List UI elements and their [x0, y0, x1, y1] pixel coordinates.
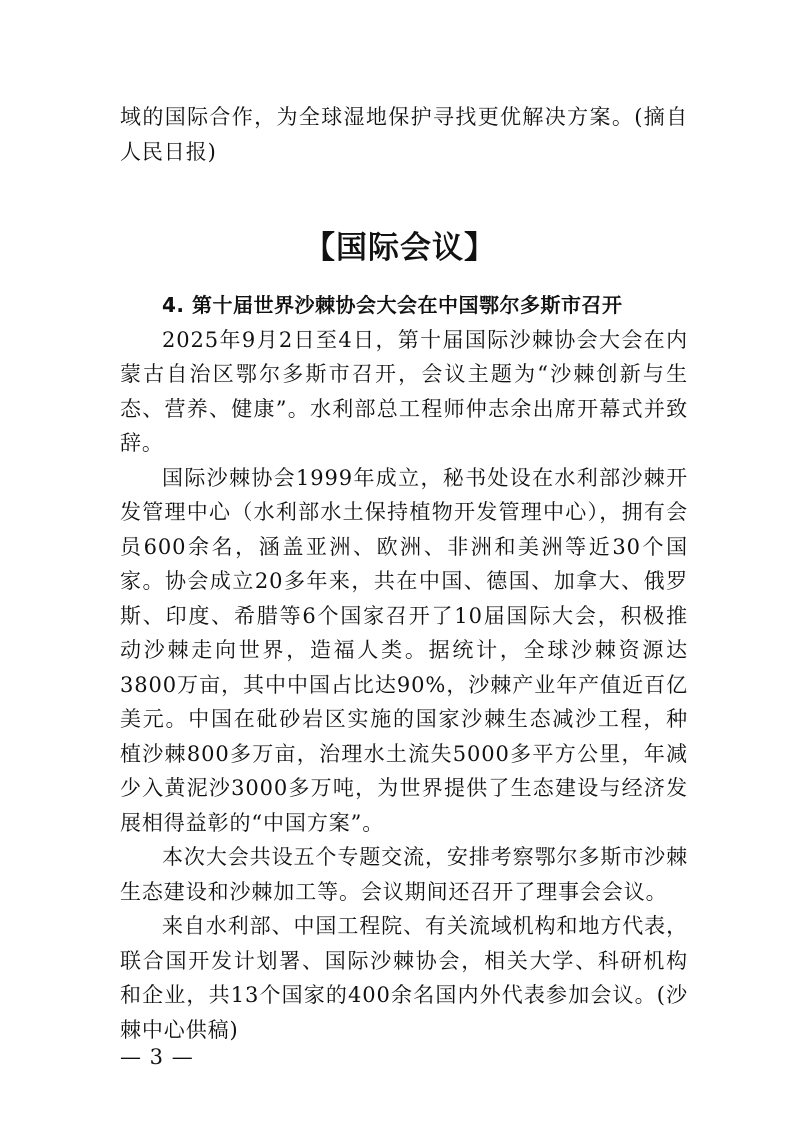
section-title: 【国际会议】: [304, 230, 496, 266]
article-paragraph-4: 来自水利部、中国工程院、有关流域机构和地方代表，联合国开发计划署、国际沙棘协会，相关大学、科研机构和企业，共13个国家的400余名国内外代表参加会议。(沙棘中心供稿): [120, 914, 688, 1042]
article-body: [120, 288, 688, 1047]
article-heading: 4. 第十届世界沙棘协会大会在中国鄂尔多斯市召开: [162, 293, 623, 317]
intro-continuation: [120, 100, 688, 169]
article-paragraph-1: 2025年9月2日至4日，第十届国际沙棘协会大会在内蒙古自治区鄂尔多斯市召开，会议主题为“沙棘创新与生态、营养、健康”。水利部总工程师仲志余出席开幕式并致辞。: [120, 327, 688, 455]
article-paragraph-3: 本次大会共设五个专题交流，安排考察鄂尔多斯市沙棘生态建设和沙棘加工等。会议期间还召开了理事会会议。: [120, 845, 688, 904]
intro-paragraph: 域的国际合作，为全球湿地保护寻找更优解决方案。(摘自人民日报): [120, 105, 688, 164]
article-paragraph-2: 国际沙棘协会1999年成立，秘书处设在水利部沙棘开发管理中心（水利部水土保持植物开发管理中心），拥有会员600余名，涵盖亚洲、欧洲、非洲和美洲等近30个国家。协会成立20多年来，共在中国、德国、加拿大、俄罗斯、印度、希腊等6个国家召开了10届国际大会，积极推动沙棘走向世界，造福人类。据统计，全球沙棘资源达3800万亩，其中中国占比达90%，沙棘产业年产值近百亿美元。中国在砒砂岩区实施的国家沙棘生态减沙工程，种植沙棘800多万亩，治理水土流失5000多平方公里，年减少入黄泥沙3000多万吨，为世界提供了生态建设与经济发展相得益彰的“中国方案”。: [120, 465, 688, 835]
page-number: — 3 —: [120, 1045, 194, 1069]
